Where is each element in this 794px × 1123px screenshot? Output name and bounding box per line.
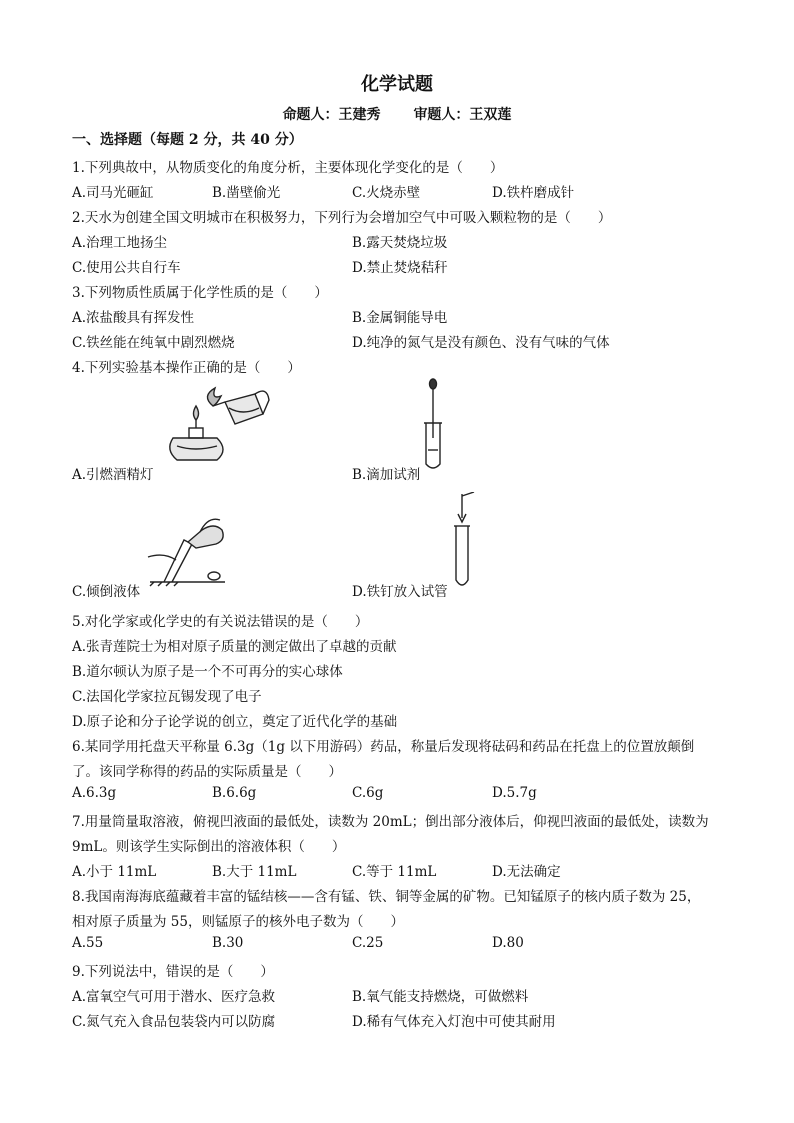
q4-option-d: D.铁钉放入试管 xyxy=(352,584,448,600)
q6-option-c: C.6g xyxy=(352,785,384,801)
figure-pouring-liquid xyxy=(140,512,235,587)
q2-option-c: C.使用公共自行车 xyxy=(72,260,181,276)
question-7-stem: 7.用量筒量取溶液，俯视凹液面的最低处，读数为 20mL；倒出部分液体后，仰视凹液面的最低处，读数为 xyxy=(72,814,709,830)
q6-option-a: A.6.3g xyxy=(72,785,117,801)
q8-option-a: A.55 xyxy=(72,935,104,951)
q7-option-d: D.无法确定 xyxy=(492,864,561,880)
question-3-stem: 3.下列物质性质属于化学性质的是（ ） xyxy=(72,285,328,301)
q9-option-d: D.稀有气体充入灯泡中可使其耐用 xyxy=(352,1014,556,1030)
q3-option-d: D.纯净的氮气是没有颜色、没有气味的气体 xyxy=(352,335,610,351)
q2-option-d: D.禁止焚烧秸秆 xyxy=(352,260,448,276)
q6-option-d: D.5.7g xyxy=(492,785,537,801)
question-9-stem: 9.下列说法中，错误的是（ ） xyxy=(72,964,274,980)
q1-option-a: A.司马光砸缸 xyxy=(72,185,154,201)
question-8-stem: 8.我国南海海底蕴藏着丰富的锰结核——含有锰、铁、铜等金属的矿物。已知锰原子的核内质子数为 25， xyxy=(72,889,701,905)
section-heading: 一、选择题（每题 2 分，共 40 分） xyxy=(72,132,303,148)
q1-option-c: C.火烧赤壁 xyxy=(352,185,421,201)
question-5-stem: 5.对化学家或化学史的有关说法错误的是（ ） xyxy=(72,614,369,630)
q5-option-b: B.道尔顿认为原子是一个不可再分的实心球体 xyxy=(72,664,343,680)
figure-nail-test-tube xyxy=(448,492,488,592)
question-8-stem-cont: 相对原子质量为 55，则锰原子的核外电子数为（ ） xyxy=(72,914,404,930)
q4-option-c: C.倾倒液体 xyxy=(72,584,141,600)
q4-option-a: A.引燃酒精灯 xyxy=(72,467,154,483)
q8-option-d: D.80 xyxy=(492,935,524,951)
q8-option-c: C.25 xyxy=(352,935,384,951)
q1-option-d: D.铁杵磨成针 xyxy=(492,185,575,201)
q3-option-c: C.铁丝能在纯氧中剧烈燃烧 xyxy=(72,335,235,351)
question-7-stem-cont: 9mL。则该学生实际倒出的溶液体积（ ） xyxy=(72,839,346,855)
question-4-stem: 4.下列实验基本操作正确的是（ ） xyxy=(72,360,301,376)
q5-option-a: A.张青莲院士为相对原子质量的测定做出了卓越的贡献 xyxy=(72,639,397,655)
authors-line xyxy=(0,104,794,124)
figure-alcohol-lamp xyxy=(155,380,275,465)
q3-option-b: B.金属铜能导电 xyxy=(352,310,448,326)
q6-option-b: B.6.6g xyxy=(212,785,257,801)
q7-option-b: B.大于 11mL xyxy=(212,864,297,880)
q5-option-d: D.原子论和分子论学说的创立，奠定了近代化学的基础 xyxy=(72,714,398,730)
figure-dropper xyxy=(418,378,448,473)
q2-option-b: B.露天焚烧垃圾 xyxy=(352,235,448,251)
page-title: 化学试题 xyxy=(361,74,433,95)
question-1-stem: 1.下列典故中，从物质变化的角度分析，主要体现化学变化的是（ ） xyxy=(72,160,504,176)
reviewer-name: 审题人：王双莲 xyxy=(413,107,512,123)
question-6-stem: 6.某同学用托盘天平称量 6.3g（1g 以下用游码）药品，称量后发现将砝码和药品在托盘上的位置放颠倒 xyxy=(72,739,695,755)
q9-option-a: A.富氧空气可用于潜水、医疗急救 xyxy=(72,989,276,1005)
q1-option-b: B.凿壁偷光 xyxy=(212,185,281,201)
q9-option-b: B.氧气能支持燃烧，可做燃料 xyxy=(352,989,529,1005)
setter-name: 命题人：王建秀 xyxy=(282,107,381,123)
q3-option-a: A.浓盐酸具有挥发性 xyxy=(72,310,195,326)
q7-option-c: C.等于 11mL xyxy=(352,864,437,880)
q8-option-b: B.30 xyxy=(212,935,244,951)
question-6-stem-cont: 了。该同学称得的药品的实际质量是（ ） xyxy=(72,764,342,780)
q5-option-c: C.法国化学家拉瓦锡发现了电子 xyxy=(72,689,262,705)
q2-option-a: A.治理工地扬尘 xyxy=(72,235,168,251)
q7-option-a: A.小于 11mL xyxy=(72,864,157,880)
q9-option-c: C.氮气充入食品包装袋内可以防腐 xyxy=(72,1014,276,1030)
q4-option-b: B.滴加试剂 xyxy=(352,467,421,483)
question-2-stem: 2.天水为创建全国文明城市在积极努力，下列行为会增加空气中可吸入颗粒物的是（ ） xyxy=(72,210,612,226)
